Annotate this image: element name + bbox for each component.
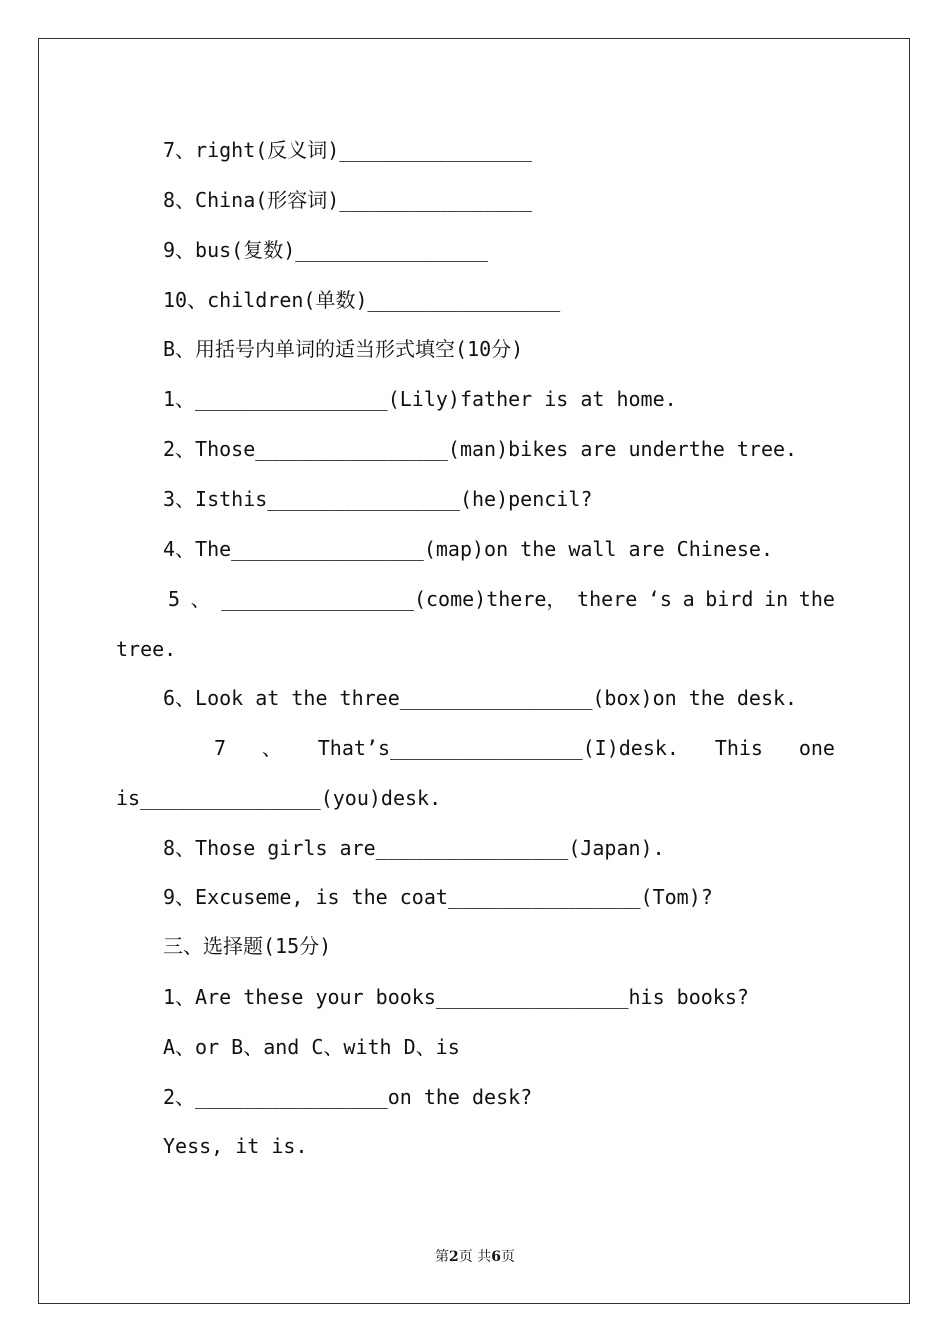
page-border xyxy=(38,38,910,1304)
q5-word: the xyxy=(798,587,835,611)
question-7-continuation: is_______________(you)desk. xyxy=(116,786,442,810)
q7-word: 7 xyxy=(214,736,227,760)
q5-word: a xyxy=(682,587,695,611)
q7-word: This xyxy=(714,736,763,760)
q5-word: 、 xyxy=(190,587,211,611)
answer-line: Yess, it is. xyxy=(163,1134,308,1158)
question-line: 1、________________(Lily)father is at home. xyxy=(163,387,677,411)
question-line: 6、Look at the three________________(box)on the desk. xyxy=(163,686,798,710)
q5-word: ________________(come)there， xyxy=(221,587,567,611)
q7-word: That’s________________(I)desk. xyxy=(317,736,679,760)
footer-text: 第 xyxy=(435,1249,450,1265)
question-line: 10、children(单数)________________ xyxy=(163,288,561,312)
footer-text: 页 共 xyxy=(458,1249,492,1265)
question-line: 2、Those________________(man)bikes are underthe tree. xyxy=(163,437,798,461)
q5-word: ‘s xyxy=(647,587,672,611)
footer-page-number: 2 xyxy=(449,1249,459,1265)
question-line: 4、The________________(map)on the wall are Chinese. xyxy=(163,537,774,561)
question-line: 7、right(反义词)________________ xyxy=(163,138,532,162)
q7-word: one xyxy=(798,736,835,760)
question-line: 8、Those girls are________________(Japan). xyxy=(163,836,665,860)
question-5-line xyxy=(168,587,835,611)
question-7-line xyxy=(214,736,835,760)
question-line: 1、Are these your books________________his books? xyxy=(163,985,749,1009)
answer-options: A、or B、and C、with D、is xyxy=(163,1035,460,1059)
question-line: 3、Isthis________________(he)pencil? xyxy=(163,487,593,511)
footer-total-pages: 6 xyxy=(491,1249,501,1265)
section-heading: B、用括号内单词的适当形式填空(10分) xyxy=(163,337,524,361)
footer-text: 页 xyxy=(500,1249,515,1265)
q5-word: there xyxy=(577,587,638,611)
question-line: 9、Excuseme, is the coat________________(Tom)? xyxy=(163,885,713,909)
q5-word: in xyxy=(764,587,789,611)
page-footer xyxy=(0,1248,950,1266)
q5-word: 5 xyxy=(168,587,181,611)
question-line: 9、bus(复数)________________ xyxy=(163,238,488,262)
q5-word: bird xyxy=(705,587,754,611)
question-5-continuation: tree. xyxy=(116,637,177,661)
section-heading: 三、选择题(15分) xyxy=(163,934,332,958)
question-line: 2、________________on the desk? xyxy=(163,1085,533,1109)
q7-word: 、 xyxy=(261,736,282,760)
question-line: 8、China(形容词)________________ xyxy=(163,188,532,212)
